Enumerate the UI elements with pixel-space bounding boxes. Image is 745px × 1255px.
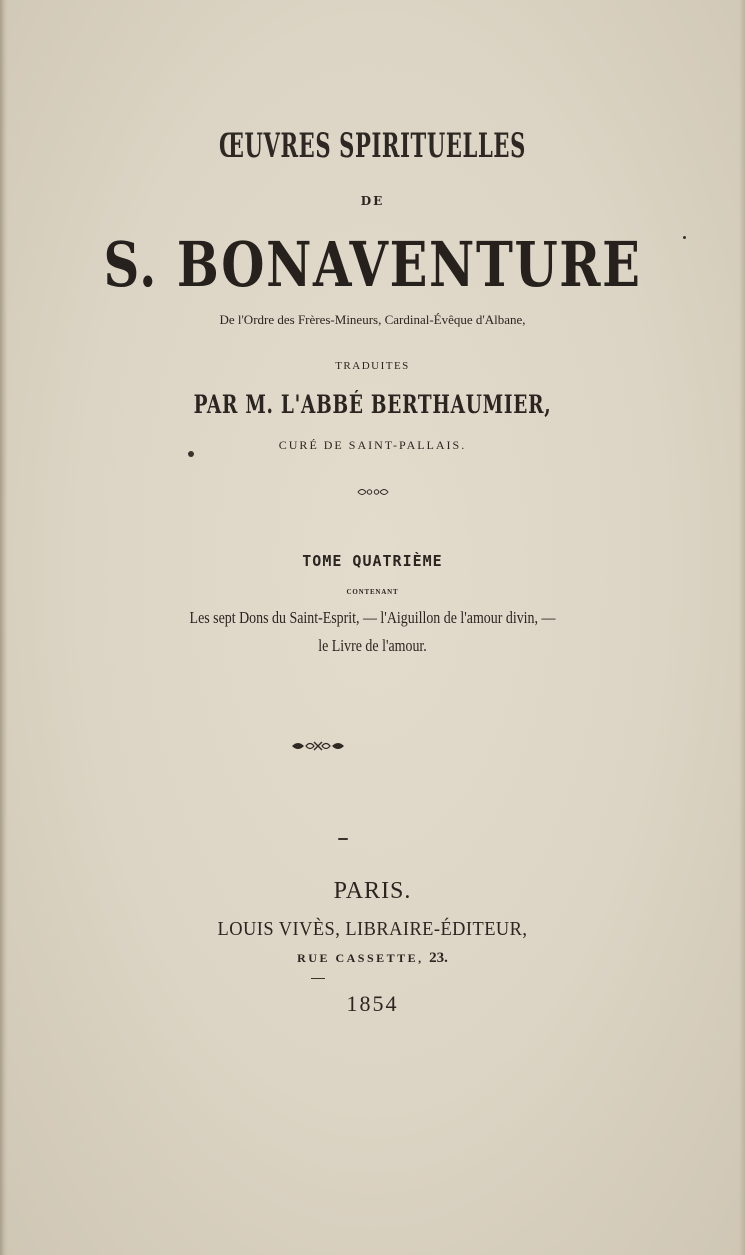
author-description: De l'Ordre des Frères-Mineurs, Cardinal-Évêque d'Albane, (219, 312, 526, 327)
work-title: ŒUVRES SPIRITUELLES (219, 126, 526, 166)
author-name: S. BONAVENTURE (103, 228, 642, 301)
street-name: RUE CASSETTE, (297, 951, 424, 965)
ink-speck (338, 838, 348, 840)
volume-number: TOME QUATRIÈME (302, 552, 443, 570)
large-ornament-icon (290, 738, 346, 754)
title-preposition: DE (360, 194, 385, 208)
imprint-city: PARIS. (333, 878, 412, 904)
ink-speck (188, 451, 194, 457)
publication-year: 1854 (346, 991, 399, 1016)
translator-title: CURÉ DE SAINT-PALLAIS. (278, 438, 467, 452)
publisher-address (0, 950, 745, 967)
contents-line-2: le Livre de l'amour. (318, 636, 427, 655)
publisher-name: LOUIS VIVÈS, LIBRAIRE-ÉDITEUR, (217, 918, 528, 940)
page-right-edge (739, 0, 745, 1255)
ink-speck (683, 236, 686, 239)
containing-label: CONTENANT (346, 588, 399, 596)
page-left-edge (0, 0, 8, 1255)
small-ornament-icon (356, 485, 390, 499)
contents-line-1: Les sept Dons du Saint-Esprit, — l'Aiguillon de l'amour divin, — (189, 608, 556, 627)
translator-name: PAR M. L'ABBÉ BERTHAUMIER, (193, 390, 552, 419)
translated-label: TRADUITES (335, 360, 410, 372)
street-number: 23. (429, 950, 448, 966)
divider-rule (311, 978, 325, 979)
